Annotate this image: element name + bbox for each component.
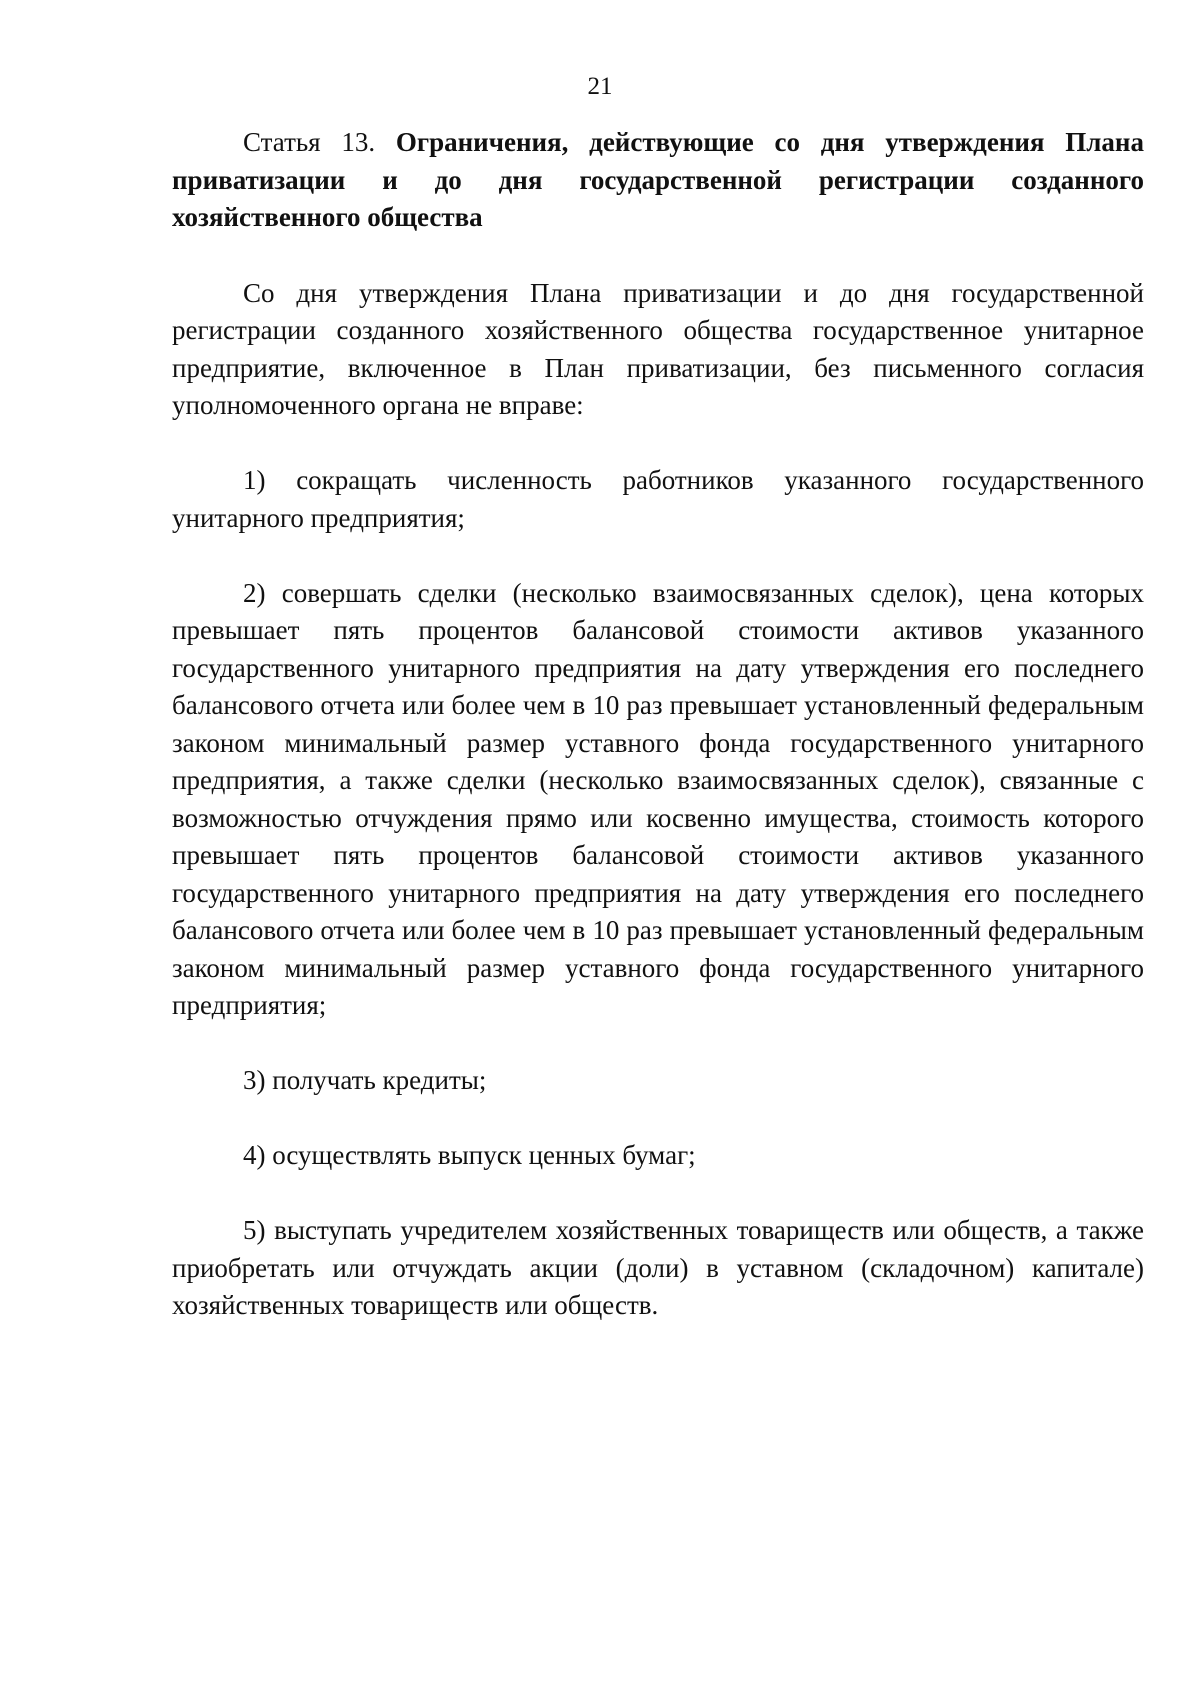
list-item-1: 1) сокращать численность работников указанного государственного унитарного предприятия;: [172, 465, 1144, 533]
list-item-5: 5) выступать учредителем хозяйственных товариществ или обществ, а также приобретать или отчуждать акции (доли) в уставном (складочном) капитале) хозяйственных товариществ или обществ.: [172, 1215, 1144, 1320]
article-label: Статья 13.: [243, 127, 376, 157]
list-item-4: 4) осуществлять выпуск ценных бумаг;: [243, 1140, 696, 1170]
page-number: 21: [587, 73, 613, 100]
list-item-2: 2) совершать сделки (несколько взаимосвязанных сделок), цена которых превышает пять процентов балансовой стоимости активов указанного государственного унитарного предприятия на дату утверждения его последнего балансового отчета или более чем в 10 раз превышает установленный федеральным законом минимальный размер уставного фонда государственного унитарного предприятия, а также сделки (несколько взаимосвязанных сделок), связанные с возможностью отчуждения прямо или косвенно имущества, стоимость которого превышает пять процентов балансовой стоимости активов указанного государственного унитарного предприятия на дату утверждения его последнего балансового отчета или более чем в 10 раз превышает установленный федеральным законом минимальный размер уставного фонда государственного унитарного предприятия;: [172, 577, 1144, 1020]
document-body: [172, 124, 1144, 1325]
article-heading: [172, 124, 1144, 237]
list-item-3: 3) получать кредиты;: [243, 1065, 487, 1095]
article-title: Ограничения, действующие со дня утверждения Плана приватизации и до дня государственной регистрации созданного хозяйственного общества: [172, 127, 1144, 232]
intro-paragraph: Со дня утверждения Плана приватизации и до дня государственной регистрации созданного хозяйственного общества государственное унитарное предприятие, включенное в План приватизации, без письменного согласия уполномоченного органа не вправе:: [172, 277, 1144, 420]
